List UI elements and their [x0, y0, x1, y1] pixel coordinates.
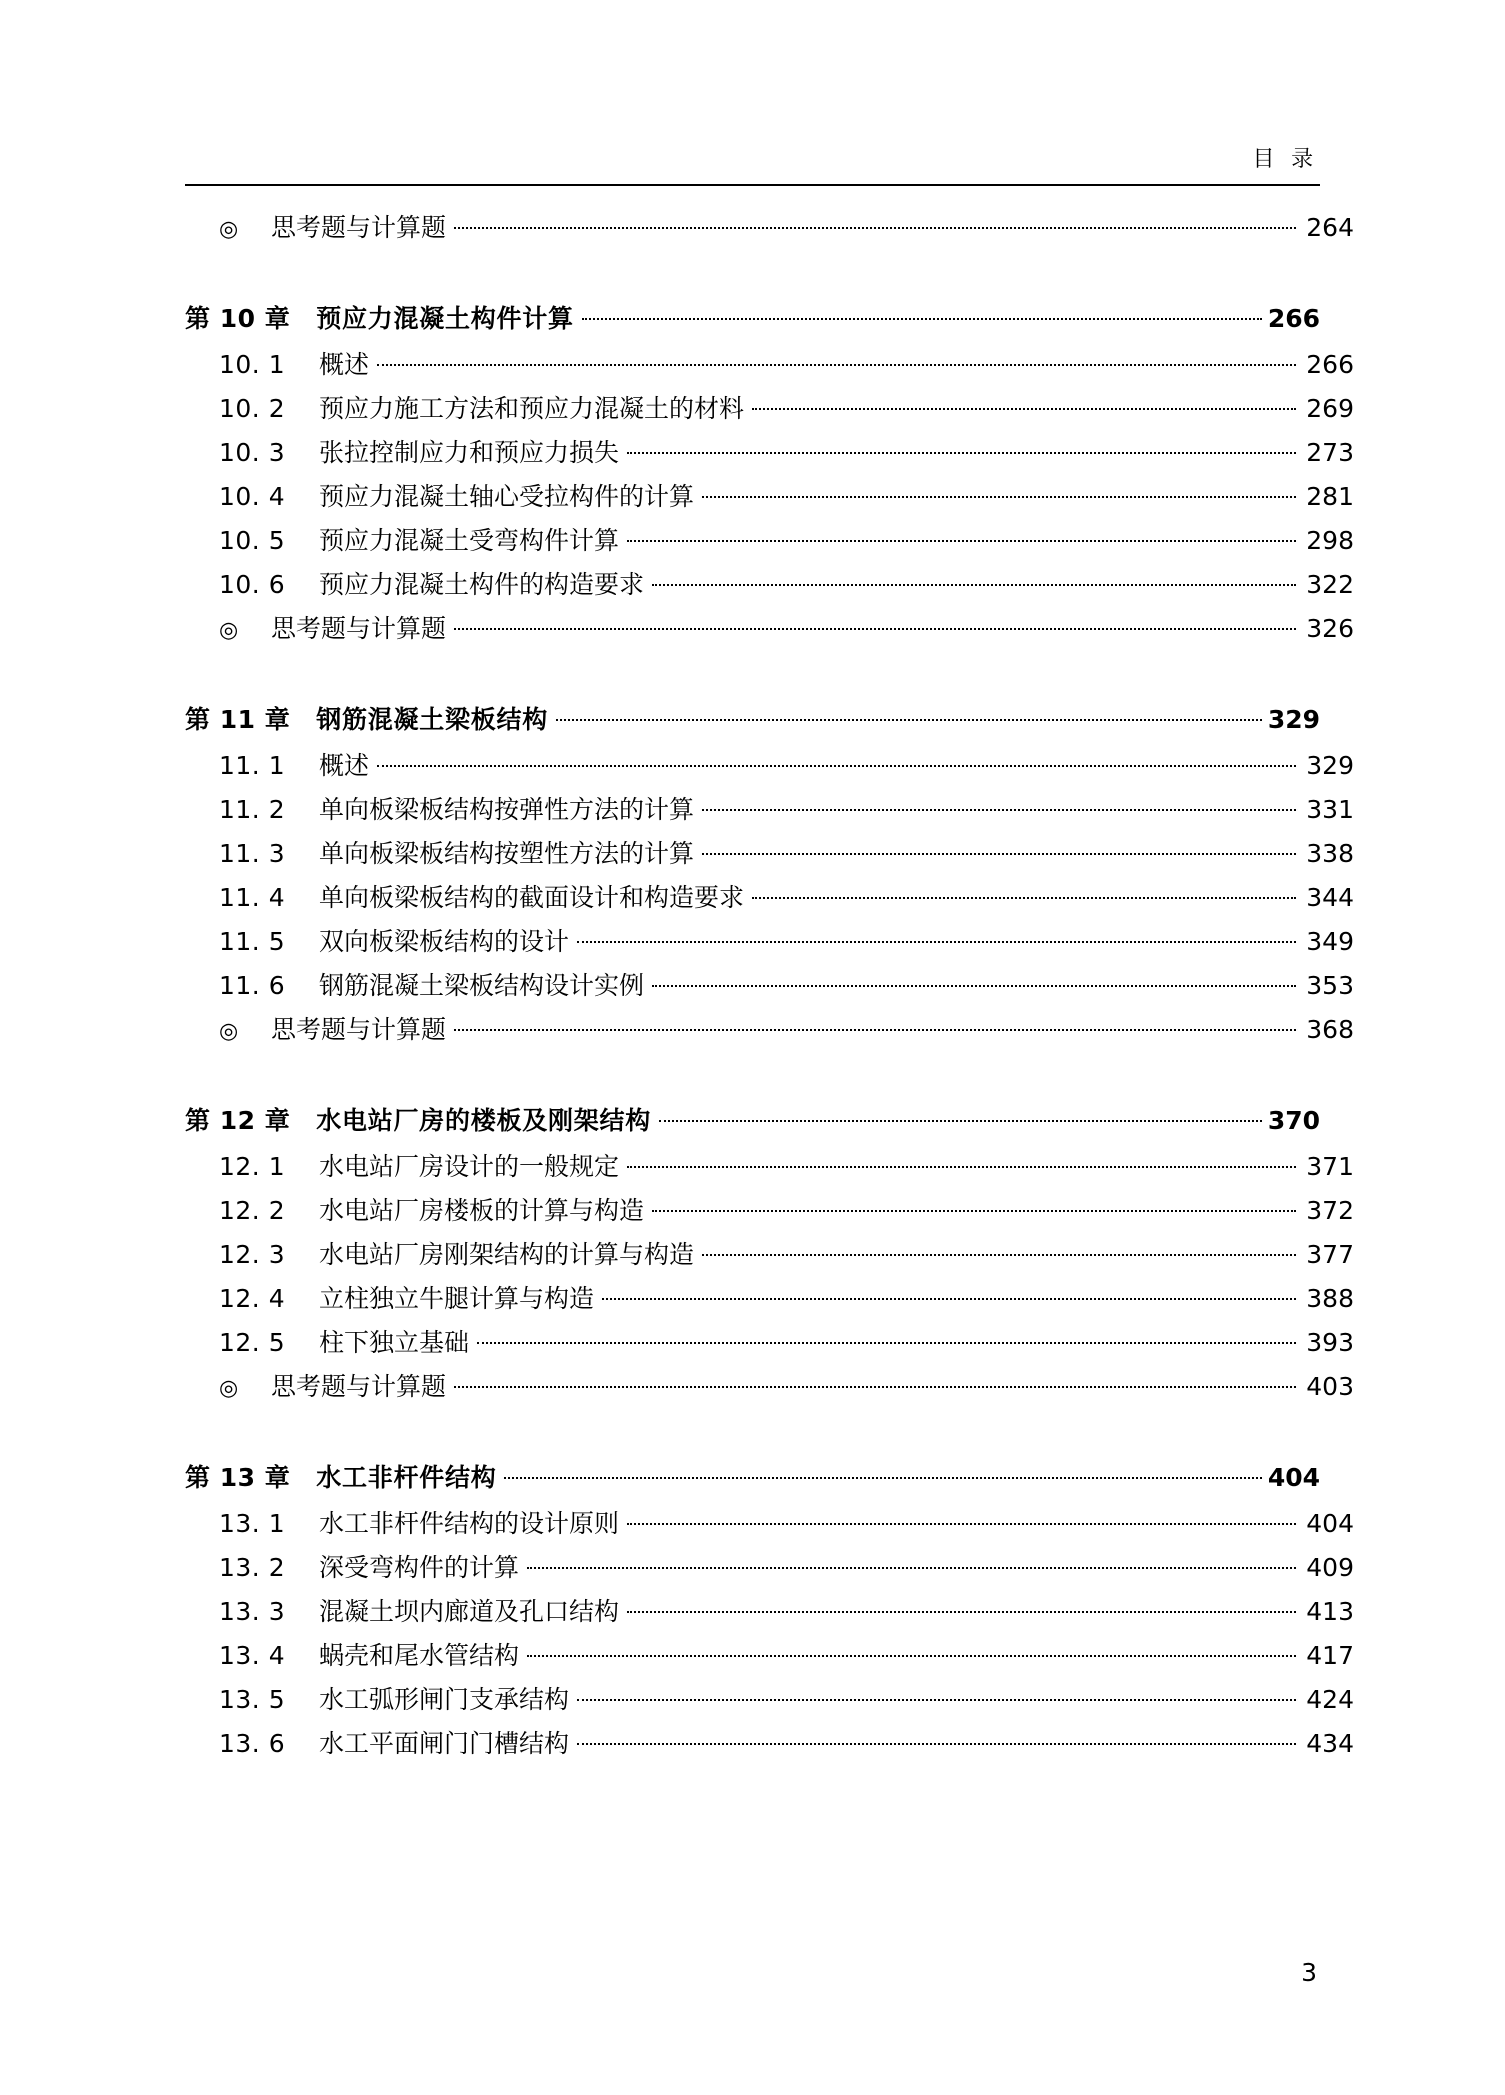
toc-entry-number: 11. 2	[219, 795, 286, 824]
toc-entry-number: 12. 4	[219, 1284, 286, 1313]
toc-entry-title: 单向板梁板结构按塑性方法的计算	[319, 839, 695, 868]
toc-entry-page: 404	[1267, 1463, 1320, 1492]
dot-leader	[702, 483, 1296, 505]
toc-entry-number: 12. 2	[219, 1196, 286, 1225]
toc-entry-page: 329	[1267, 705, 1320, 734]
toc-section-row[interactable]	[185, 1730, 1354, 1756]
toc-entry-title: 思考题与计算题	[271, 213, 447, 242]
toc-entry-number: 13. 1	[219, 1509, 286, 1538]
toc-section-row[interactable]	[185, 884, 1354, 910]
toc-entry-number: 12. 5	[219, 1328, 286, 1357]
toc-entry-number: 11. 5	[219, 927, 286, 956]
toc-chapter-row[interactable]	[185, 706, 1320, 732]
toc-entry-page: 326	[1306, 614, 1354, 643]
toc-entry-title: 思考题与计算题	[271, 614, 447, 643]
dot-leader	[477, 1329, 1296, 1351]
toc-section-row[interactable]	[185, 571, 1354, 597]
toc-section-row[interactable]	[185, 1329, 1354, 1355]
toc-group	[185, 1106, 1354, 1401]
toc-entry-number: 12. 1	[219, 1152, 286, 1181]
toc-group	[185, 304, 1354, 643]
toc-entry-number: 11. 1	[219, 751, 286, 780]
dot-leader	[702, 840, 1296, 862]
toc-section-row[interactable]	[185, 840, 1354, 866]
toc-entry-page: 404	[1306, 1509, 1354, 1538]
dot-leader	[577, 928, 1296, 950]
toc-entry-title: 预应力混凝土构件计算	[316, 304, 574, 333]
toc-entry-page: 329	[1306, 751, 1354, 780]
toc-entry-page: 266	[1306, 350, 1354, 379]
toc-list	[185, 213, 1354, 1774]
dot-leader	[752, 884, 1296, 906]
toc-entry-page: 368	[1306, 1015, 1354, 1044]
dot-leader	[377, 752, 1296, 774]
page-number: 3	[1301, 1958, 1317, 1987]
dot-leader	[527, 1642, 1296, 1664]
toc-entry-title: 单向板梁板结构的截面设计和构造要求	[319, 883, 745, 912]
bullet-icon: ◎	[219, 1019, 239, 1044]
toc-section-row[interactable]	[185, 928, 1354, 954]
toc-section-row[interactable]	[185, 1197, 1354, 1223]
toc-section-row[interactable]	[185, 1554, 1354, 1580]
toc-exercise-row[interactable]	[185, 214, 1354, 241]
toc-entry-page: 413	[1306, 1597, 1354, 1626]
toc-entry-title: 预应力混凝土轴心受拉构件的计算	[319, 482, 695, 511]
dot-leader	[454, 615, 1296, 637]
dot-leader	[527, 1554, 1296, 1576]
toc-entry-title: 水电站厂房的楼板及刚架结构	[316, 1106, 651, 1135]
toc-entry-page: 370	[1267, 1106, 1320, 1135]
page-header	[185, 142, 1320, 186]
toc-entry-number: 第 11 章	[185, 705, 291, 734]
toc-entry-page: 403	[1306, 1372, 1354, 1401]
toc-entry-page: 273	[1306, 438, 1354, 467]
toc-entry-number: 10. 5	[219, 526, 286, 555]
toc-entry-number: 13. 6	[219, 1729, 286, 1758]
toc-entry-title: 混凝土坝内廊道及孔口结构	[319, 1597, 620, 1626]
toc-entry-page: 388	[1306, 1284, 1354, 1313]
toc-entry-title: 预应力混凝土构件的构造要求	[319, 570, 645, 599]
toc-entry-number: 第 13 章	[185, 1463, 291, 1492]
toc-entry-number: 11. 6	[219, 971, 286, 1000]
toc-entry-page: 338	[1306, 839, 1354, 868]
toc-entry-number: 13. 5	[219, 1685, 286, 1714]
toc-section-row[interactable]	[185, 1510, 1354, 1536]
toc-entry-title: 钢筋混凝土梁板结构	[316, 705, 548, 734]
toc-entry-number: 11. 3	[219, 839, 286, 868]
dot-leader	[652, 972, 1296, 994]
dot-leader	[504, 1464, 1261, 1486]
toc-group-spacer	[185, 1418, 1320, 1464]
toc-section-row[interactable]	[185, 1598, 1354, 1624]
toc-chapter-row[interactable]	[185, 1464, 1320, 1490]
toc-group-spacer	[185, 1061, 1320, 1107]
toc-entry-title: 单向板梁板结构按弹性方法的计算	[319, 795, 695, 824]
toc-entry-page: 409	[1306, 1553, 1354, 1582]
dot-leader	[577, 1686, 1296, 1708]
header-title: 目 录	[1252, 147, 1318, 172]
toc-entry-title: 水电站厂房刚架结构的计算与构造	[319, 1240, 695, 1269]
toc-entry-page: 371	[1306, 1152, 1354, 1181]
dot-leader	[582, 305, 1262, 327]
dot-leader	[652, 571, 1296, 593]
toc-entry-page: 281	[1306, 482, 1354, 511]
toc-entry-page: 344	[1306, 883, 1354, 912]
toc-group-spacer	[185, 259, 1320, 305]
dot-leader	[752, 395, 1296, 417]
toc-entry-title: 水工非杆件结构的设计原则	[319, 1509, 620, 1538]
toc-entry-page: 372	[1306, 1196, 1354, 1225]
toc-entry-number: 11. 4	[219, 883, 286, 912]
dot-leader	[627, 1598, 1296, 1620]
toc-entry-number: 10. 3	[219, 438, 286, 467]
toc-entry-title: 水工弧形闸门支承结构	[319, 1685, 570, 1714]
dot-leader	[627, 439, 1296, 461]
toc-entry-page: 393	[1306, 1328, 1354, 1357]
toc-entry-number: 10. 6	[219, 570, 286, 599]
toc-entry-title: 蜗壳和尾水管结构	[319, 1641, 520, 1670]
toc-section-row[interactable]	[185, 1686, 1354, 1712]
toc-entry-number: 13. 2	[219, 1553, 286, 1582]
toc-entry-title: 预应力施工方法和预应力混凝土的材料	[319, 394, 745, 423]
toc-entry-page: 434	[1306, 1729, 1354, 1758]
dot-leader	[454, 1016, 1296, 1038]
toc-entry-title: 水电站厂房楼板的计算与构造	[319, 1196, 645, 1225]
dot-leader	[377, 351, 1296, 373]
dot-leader	[652, 1197, 1296, 1219]
toc-group	[185, 705, 1354, 1044]
dot-leader	[454, 1373, 1296, 1395]
toc-exercise-row[interactable]	[185, 1373, 1354, 1400]
toc-entry-page: 353	[1306, 971, 1354, 1000]
toc-section-row[interactable]	[185, 1642, 1354, 1668]
toc-chapter-row[interactable]	[185, 305, 1320, 331]
toc-entry-number: 10. 2	[219, 394, 286, 423]
toc-entry-page: 266	[1267, 304, 1320, 333]
dot-leader	[602, 1285, 1296, 1307]
dot-leader	[702, 1241, 1296, 1263]
toc-section-row[interactable]	[185, 796, 1354, 822]
toc-entry-title: 双向板梁板结构的设计	[319, 927, 570, 956]
toc-section-row[interactable]	[185, 527, 1354, 553]
toc-section-row[interactable]	[185, 395, 1354, 421]
toc-entry-number: 10. 4	[219, 482, 286, 511]
toc-entry-page: 417	[1306, 1641, 1354, 1670]
toc-exercise-row[interactable]	[185, 1016, 1354, 1043]
toc-exercise-row[interactable]	[185, 615, 1354, 642]
toc-entry-title: 预应力混凝土受弯构件计算	[319, 526, 620, 555]
bullet-icon: ◎	[219, 618, 239, 643]
dot-leader	[659, 1107, 1262, 1129]
dot-leader	[556, 706, 1262, 728]
toc-entry-number: 13. 3	[219, 1597, 286, 1626]
bullet-icon: ◎	[219, 217, 239, 242]
toc-entry-title: 概述	[319, 751, 370, 780]
toc-entry-page: 298	[1306, 526, 1354, 555]
dot-leader	[627, 1510, 1296, 1532]
toc-entry-page: 377	[1306, 1240, 1354, 1269]
toc-section-row[interactable]	[185, 1153, 1354, 1179]
toc-entry-number: 10. 1	[219, 350, 286, 379]
toc-entry-page: 331	[1306, 795, 1354, 824]
dot-leader	[627, 527, 1296, 549]
toc-entry-title: 张拉控制应力和预应力损失	[319, 438, 620, 467]
toc-section-row[interactable]	[185, 351, 1354, 377]
toc-section-row[interactable]	[185, 752, 1354, 778]
toc-entry-page: 349	[1306, 927, 1354, 956]
toc-entry-page: 264	[1306, 213, 1354, 242]
header-divider	[185, 184, 1320, 186]
toc-entry-title: 水电站厂房设计的一般规定	[319, 1152, 620, 1181]
toc-group-spacer	[185, 660, 1320, 706]
toc-entry-title: 立柱独立牛腿计算与构造	[319, 1284, 595, 1313]
toc-entry-title: 柱下独立基础	[319, 1328, 470, 1357]
toc-chapter-row[interactable]	[185, 1107, 1320, 1133]
dot-leader	[627, 1153, 1296, 1175]
toc-section-row[interactable]	[185, 483, 1354, 509]
toc-entry-number: 第 10 章	[185, 304, 291, 333]
toc-section-row[interactable]	[185, 972, 1354, 998]
dot-leader	[454, 214, 1296, 236]
toc-group	[185, 213, 1354, 242]
toc-section-row[interactable]	[185, 1285, 1354, 1311]
toc-entry-title: 水工平面闸门门槽结构	[319, 1729, 570, 1758]
toc-entry-page: 322	[1306, 570, 1354, 599]
dot-leader	[577, 1730, 1296, 1752]
toc-entry-title: 概述	[319, 350, 370, 379]
toc-entry-number: 13. 4	[219, 1641, 286, 1670]
toc-entry-number: 第 12 章	[185, 1106, 291, 1135]
toc-entry-page: 269	[1306, 394, 1354, 423]
bullet-icon: ◎	[219, 1376, 239, 1401]
toc-entry-page: 424	[1306, 1685, 1354, 1714]
toc-group	[185, 1463, 1354, 1758]
dot-leader	[702, 796, 1296, 818]
toc-section-row[interactable]	[185, 439, 1354, 465]
toc-entry-title: 思考题与计算题	[271, 1015, 447, 1044]
toc-entry-number: 12. 3	[219, 1240, 286, 1269]
toc-section-row[interactable]	[185, 1241, 1354, 1267]
toc-entry-title: 深受弯构件的计算	[319, 1553, 520, 1582]
toc-entry-title: 钢筋混凝土梁板结构设计实例	[319, 971, 645, 1000]
toc-entry-title: 思考题与计算题	[271, 1372, 447, 1401]
toc-entry-title: 水工非杆件结构	[316, 1463, 497, 1492]
